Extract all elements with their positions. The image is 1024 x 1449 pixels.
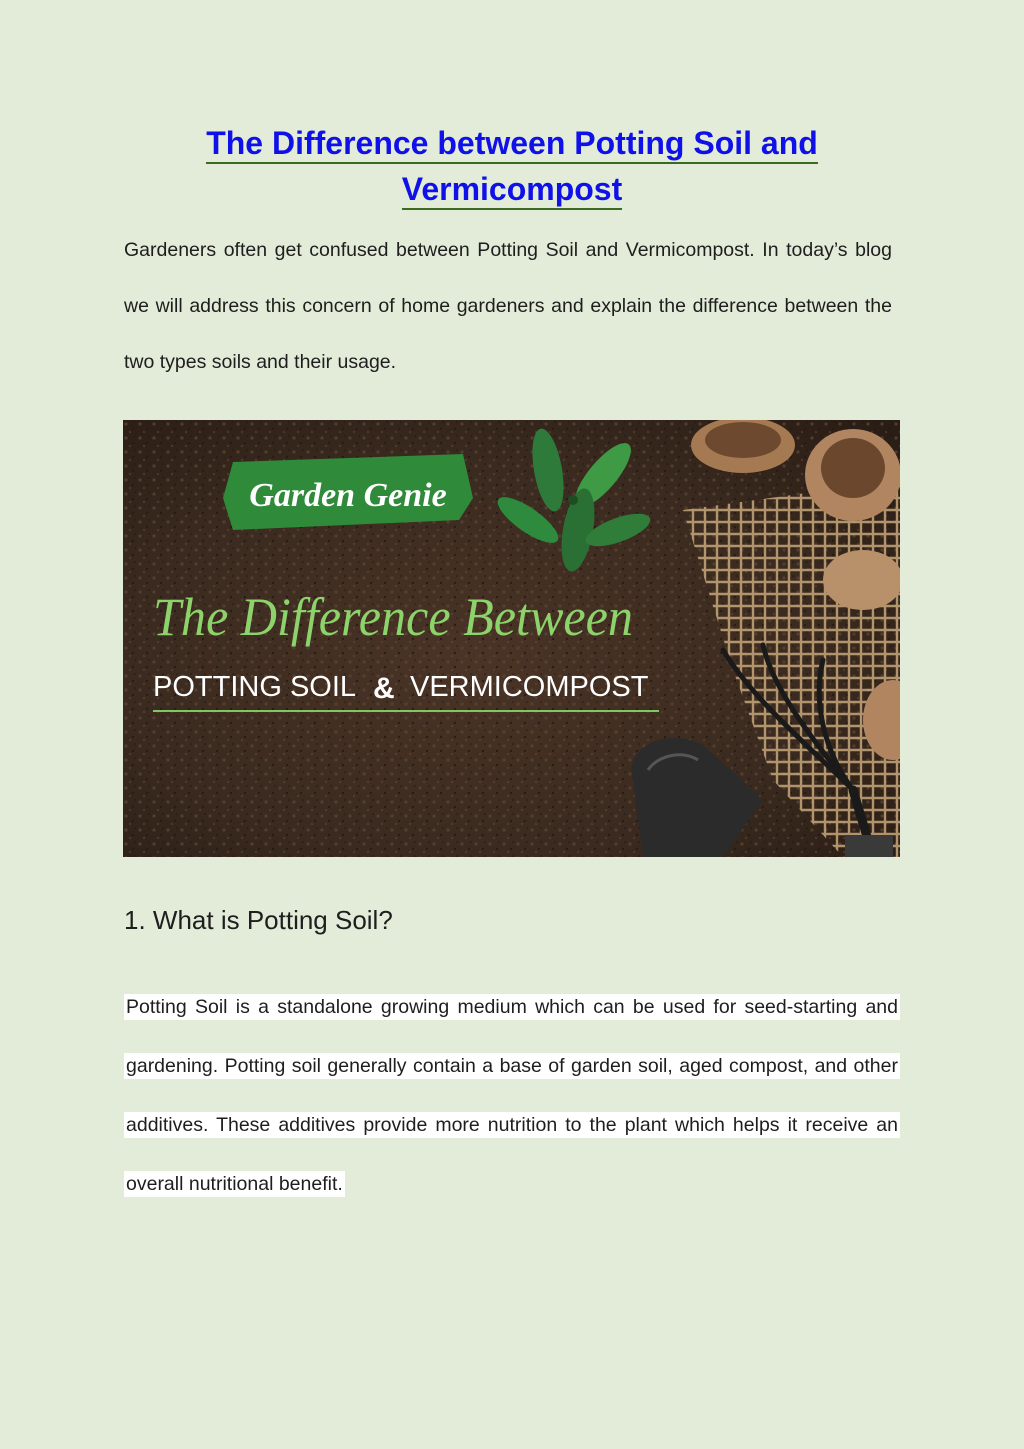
page-title — [124, 120, 900, 212]
hero-subtitle-left: POTTING SOIL — [153, 671, 357, 703]
intro-paragraph: Gardeners often get confused between Potting Soil and Vermicompost. In today’s blog we will address this concern of home gardeners and explain the difference between the two types soils and their usage. — [124, 239, 892, 373]
hero-subtitle-right: VERMICOMPOST — [410, 671, 649, 703]
hero-banner-image — [123, 420, 900, 857]
brand-logo: Garden Genie — [249, 477, 447, 514]
hero-script-heading: The Difference Between — [153, 587, 633, 647]
hero-subtitle-ampersand: & — [373, 672, 395, 705]
potting-soil-paragraph — [124, 978, 900, 1214]
potting-soil-text: Potting Soil is a standalone growing medium which can be used for seed-starting and gardening. Potting soil generally contain a base of garden soil, aged compost, and other additives. These additives provide more nutrition to the plant which helps it receive an overall nutritional benefit. — [126, 996, 898, 1195]
title-link[interactable]: The Difference between Potting Soil and Vermicompost — [206, 125, 818, 210]
section-heading-potting-soil: 1. What is Potting Soil? — [124, 905, 393, 935]
